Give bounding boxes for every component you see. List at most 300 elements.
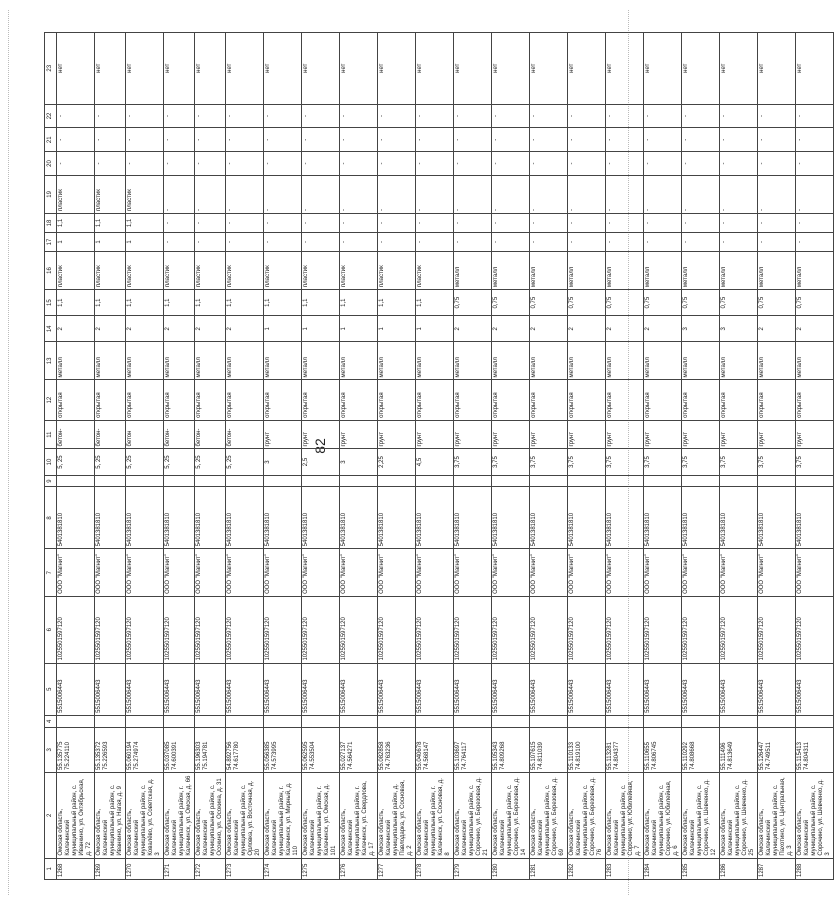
cell-ogrn: 1025501597120 <box>454 596 492 663</box>
cell-c10: 3,75 <box>796 449 834 475</box>
column-header-8: 8 <box>45 487 57 549</box>
cell-coords: 55.037085 74.600391 <box>164 727 195 772</box>
cell-c14: 1 <box>378 316 416 342</box>
cell-inn: 5515006443 <box>644 663 682 715</box>
cell-c14: 1 <box>340 316 378 342</box>
cell-c22: - <box>95 104 126 128</box>
cell-c10: 5, 25 <box>164 449 195 475</box>
cell-c18: - <box>796 213 834 232</box>
cell-id: 1287 <box>758 858 796 879</box>
cell-c20: - <box>606 152 644 176</box>
cell-c12: открытая <box>195 380 226 420</box>
cell-okved: 5401381810 <box>195 487 226 549</box>
cell-addr: Омская область, Калачинский муниципальный район, с. Сорочино, ул. Юбилейная, д. 6 <box>644 772 682 858</box>
cell-c11: грунт <box>530 420 568 449</box>
cell-c22: - <box>796 104 834 128</box>
cell-c20: - <box>126 152 164 176</box>
cell-c11: бетон- <box>57 420 95 449</box>
cell-c12: открытая <box>126 380 164 420</box>
cell-c16: пластик <box>95 252 126 290</box>
cell-inn: 5515006443 <box>95 663 126 715</box>
cell-c21: - <box>95 128 126 152</box>
cell-c14: 2 <box>606 316 644 342</box>
cell-addr: Омская область, Калачинский муниципальный район, с. Сорочино, ул. Березовая, д. 14 <box>492 772 530 858</box>
cell-c14: 2 <box>126 316 164 342</box>
cell-inn: 5515006443 <box>530 663 568 715</box>
cell-c11: грунт <box>606 420 644 449</box>
cell-okved: 5401381810 <box>796 487 834 549</box>
cell-coords: 55.103697 74.764117 <box>454 727 492 772</box>
cell-c11: грунт <box>720 420 758 449</box>
cell-c21: - <box>606 128 644 152</box>
cell-c19: - <box>340 175 378 213</box>
cell-c14: 2 <box>164 316 195 342</box>
cell-c10: 3,75 <box>682 449 720 475</box>
cell-c17: 1 <box>126 232 164 251</box>
cell-inn: 5515006443 <box>126 663 164 715</box>
table-row <box>164 33 195 880</box>
cell-c11: грунт <box>492 420 530 449</box>
cell-org: ООО "Магнит" <box>340 549 378 597</box>
column-header-6: 6 <box>45 596 57 663</box>
cell-c13: металл <box>164 342 195 380</box>
table-row <box>530 33 568 880</box>
cell-c10: 3,75 <box>720 449 758 475</box>
cell-okved: 5401381810 <box>416 487 454 549</box>
cell-c16: пластик <box>264 252 302 290</box>
cell-c11: грунт <box>682 420 720 449</box>
cell-c16: пластик <box>416 252 454 290</box>
table-row <box>302 33 340 880</box>
cell-c18: - <box>340 213 378 232</box>
cell-c22: - <box>226 104 264 128</box>
cell-c10: 5, 25 <box>57 449 95 475</box>
cell-coords: 55.062595 74.553504 <box>302 727 340 772</box>
cell-c23: нет <box>758 33 796 105</box>
cell-c21: - <box>682 128 720 152</box>
table-row <box>796 33 834 880</box>
table-row <box>606 33 644 880</box>
cell-c18: - <box>644 213 682 232</box>
cell-c15: 0,75 <box>492 290 530 316</box>
cell-addr: Омская область, Калачинский муниципальный район, с. Сорочино, ул. Березовая, д. 21 <box>454 772 492 858</box>
cell-id: 1277 <box>378 858 416 879</box>
cell-c12: открытая <box>416 380 454 420</box>
cell-c17: 1 <box>95 232 126 251</box>
cell-c20: - <box>568 152 606 176</box>
cell-c16: пластик <box>340 252 378 290</box>
cell-c17: - <box>195 232 226 251</box>
cell-c23: нет <box>492 33 530 105</box>
column-header-20: 20 <box>45 152 57 176</box>
cell-c9 <box>378 475 416 487</box>
cell-inn: 5515006443 <box>606 663 644 715</box>
cell-c20: - <box>454 152 492 176</box>
cell-c13: металл <box>416 342 454 380</box>
cell-c19: - <box>682 175 720 213</box>
cell-c4 <box>416 715 454 727</box>
cell-c18: - <box>302 213 340 232</box>
cell-c18: - <box>530 213 568 232</box>
cell-c19: - <box>492 175 530 213</box>
cell-addr: Омская область, Калачинский муниципальный район, с. Пахотино, ул. Центральная, д. 3 <box>758 772 796 858</box>
cell-org: ООО "Магнит" <box>416 549 454 597</box>
cell-id: 1286 <box>720 858 758 879</box>
cell-c16: пластик <box>195 252 226 290</box>
table-body <box>57 33 834 880</box>
cell-c4 <box>95 715 126 727</box>
cell-coords: 54.892756 74.617780 <box>226 727 264 772</box>
cell-ogrn: 1025501597120 <box>796 596 834 663</box>
cell-c19: - <box>758 175 796 213</box>
column-header-1: 1 <box>45 858 57 879</box>
column-header-23: 23 <box>45 33 57 105</box>
cell-c17: - <box>720 232 758 251</box>
cell-id: 1274 <box>264 858 302 879</box>
cell-inn: 5515006443 <box>682 663 720 715</box>
cell-c10: 5, 25 <box>226 449 264 475</box>
cell-c18: - <box>758 213 796 232</box>
cell-c19: - <box>568 175 606 213</box>
column-header-13: 13 <box>45 342 57 380</box>
cell-c18: - <box>195 213 226 232</box>
cell-c4 <box>226 715 264 727</box>
cell-c4 <box>492 715 530 727</box>
cell-c11: грунт <box>378 420 416 449</box>
cell-addr: Омская область, Калачинский муниципальный район, с. Иванкино, ул. Нагая, д. 9 <box>95 772 126 858</box>
cell-c11: бетон- <box>164 420 195 449</box>
cell-c16: металл <box>720 252 758 290</box>
cell-c15: 1,1 <box>264 290 302 316</box>
cell-okved: 5401381810 <box>226 487 264 549</box>
cell-ogrn: 1025501597120 <box>758 596 796 663</box>
cell-c23: нет <box>302 33 340 105</box>
cell-c23: нет <box>454 33 492 105</box>
cell-c10: 5, 25 <box>195 449 226 475</box>
cell-addr: Омская область, Калачинский муниципальный район, с. Осокино, ул. Осокина, д. 31 <box>195 772 226 858</box>
cell-c23: нет <box>796 33 834 105</box>
cell-c13: металл <box>226 342 264 380</box>
cell-c22: - <box>57 104 95 128</box>
cell-c16: металл <box>454 252 492 290</box>
cell-c18: - <box>606 213 644 232</box>
cell-c19: - <box>264 175 302 213</box>
cell-org: ООО "Магнит" <box>57 549 95 597</box>
cell-c20: - <box>720 152 758 176</box>
cell-okved: 5401381810 <box>606 487 644 549</box>
cell-c12: открытая <box>682 380 720 420</box>
cell-org: ООО "Магнит" <box>644 549 682 597</box>
cell-c16: металл <box>606 252 644 290</box>
cell-c9 <box>682 475 720 487</box>
column-header-4: 4 <box>45 715 57 727</box>
cell-c20: - <box>644 152 682 176</box>
cell-addr: Омская область, Калачинский муниципальный район, г. Калачинск, ул. Омская, д. 66 <box>164 772 195 858</box>
cell-c9 <box>226 475 264 487</box>
cell-c13: металл <box>530 342 568 380</box>
cell-addr: Омская область, Калачинский муниципальный район, с. Сорочино, ул. Березовая, д. 69 <box>530 772 568 858</box>
cell-c9 <box>264 475 302 487</box>
cell-c15: 1,1 <box>95 290 126 316</box>
cell-c19: пластик <box>57 175 95 213</box>
cell-inn: 5515006443 <box>264 663 302 715</box>
cell-org: ООО "Магнит" <box>682 549 720 597</box>
cell-c4 <box>606 715 644 727</box>
cell-c22: - <box>758 104 796 128</box>
cell-org: ООО "Магнит" <box>758 549 796 597</box>
cell-id: 1281 <box>530 858 568 879</box>
cell-c16: металл <box>644 252 682 290</box>
column-header-3: 3 <box>45 727 57 772</box>
cell-c15: 1,1 <box>164 290 195 316</box>
cell-coords: 55.027137 74.564271 <box>340 727 378 772</box>
cell-okved: 5401381810 <box>340 487 378 549</box>
cell-ogrn: 1025501597120 <box>264 596 302 663</box>
cell-c9 <box>530 475 568 487</box>
cell-c20: - <box>340 152 378 176</box>
cell-okved: 5401381810 <box>530 487 568 549</box>
cell-c19: - <box>164 175 195 213</box>
cell-inn: 5515006443 <box>758 663 796 715</box>
cell-c22: - <box>454 104 492 128</box>
cell-c17: - <box>164 232 195 251</box>
cell-coords: 55.126447 74.749511 <box>758 727 796 772</box>
cell-addr: Омская область, Калачинский муниципальный район, с. Иванкино, ул. Октябрьская, д. 72 <box>57 772 95 858</box>
cell-c4 <box>340 715 378 727</box>
cell-inn: 5515006443 <box>568 663 606 715</box>
cell-c12: открытая <box>264 380 302 420</box>
cell-okved: 5401381810 <box>126 487 164 549</box>
cell-coords: 55.107615 74.811039 <box>530 727 568 772</box>
cell-c21: - <box>416 128 454 152</box>
cell-c21: - <box>302 128 340 152</box>
cell-inn: 5515006443 <box>454 663 492 715</box>
cell-c9 <box>454 475 492 487</box>
cell-c4 <box>195 715 226 727</box>
cell-addr: Омская область, Калачинский муниципальный район, г. Калачинск, ул. Сосновая, д. 8 <box>416 772 454 858</box>
table-row <box>264 33 302 880</box>
cell-c13: металл <box>302 342 340 380</box>
cell-c10: 3,75 <box>454 449 492 475</box>
cell-okved: 5401381810 <box>644 487 682 549</box>
cell-c10: 2,25 <box>378 449 416 475</box>
cell-org: ООО "Магнит" <box>720 549 758 597</box>
cell-c4 <box>302 715 340 727</box>
column-header-14: 14 <box>45 316 57 342</box>
cell-c23: нет <box>226 33 264 105</box>
table-row <box>568 33 606 880</box>
cell-c22: - <box>126 104 164 128</box>
cell-c18: - <box>568 213 606 232</box>
cell-c4 <box>164 715 195 727</box>
cell-c4 <box>454 715 492 727</box>
cell-c16: металл <box>492 252 530 290</box>
cell-c9 <box>568 475 606 487</box>
cell-id: 1273 <box>226 858 264 879</box>
cell-c12: открытая <box>530 380 568 420</box>
cell-c13: металл <box>720 342 758 380</box>
cell-org: ООО "Магнит" <box>796 549 834 597</box>
cell-ogrn: 1025501597120 <box>492 596 530 663</box>
cell-c20: - <box>758 152 796 176</box>
cell-c22: - <box>682 104 720 128</box>
cell-c14: 2 <box>644 316 682 342</box>
cell-c13: металл <box>796 342 834 380</box>
cell-c21: - <box>264 128 302 152</box>
cell-c12: открытая <box>378 380 416 420</box>
cell-c15: 0,75 <box>568 290 606 316</box>
cell-c16: пластик <box>164 252 195 290</box>
cell-c17: - <box>682 232 720 251</box>
cell-c13: металл <box>644 342 682 380</box>
column-header-19: 19 <box>45 175 57 213</box>
cell-inn: 5515006443 <box>416 663 454 715</box>
cell-coords: 55.115413 74.804311 <box>796 727 834 772</box>
cell-c13: металл <box>492 342 530 380</box>
cell-c9 <box>195 475 226 487</box>
cell-c4 <box>682 715 720 727</box>
cell-c22: - <box>302 104 340 128</box>
cell-c23: нет <box>95 33 126 105</box>
cell-c14: 2 <box>568 316 606 342</box>
cell-c13: металл <box>195 342 226 380</box>
cell-c11: грунт <box>416 420 454 449</box>
cell-c10: 5, 25 <box>95 449 126 475</box>
cell-c23: нет <box>57 33 95 105</box>
cell-c9 <box>644 475 682 487</box>
cell-c12: открытая <box>226 380 264 420</box>
column-header-15: 15 <box>45 290 57 316</box>
cell-c16: металл <box>796 252 834 290</box>
cell-c18: - <box>378 213 416 232</box>
cell-addr: Омская область, Калачинский муниципальный район, д. Павлодарка, ул. Сосновая, д. 2 <box>378 772 416 858</box>
cell-c23: нет <box>530 33 568 105</box>
cell-inn: 5515006443 <box>57 663 95 715</box>
cell-org: ООО "Магнит" <box>195 549 226 597</box>
column-header-17: 17 <box>45 232 57 251</box>
cell-addr: Омская область, Калачинский муниципальный район, г. Калачинск, ул. Мирный, д. 110 <box>264 772 302 858</box>
cell-c12: открытая <box>492 380 530 420</box>
cell-c9 <box>758 475 796 487</box>
cell-inn: 5515006443 <box>226 663 264 715</box>
cell-c12: открытая <box>454 380 492 420</box>
cell-c11: бетон- <box>95 420 126 449</box>
cell-org: ООО "Магнит" <box>606 549 644 597</box>
cell-c10: 3 <box>340 449 378 475</box>
cell-id: 1276 <box>340 858 378 879</box>
cell-org: ООО "Магнит" <box>530 549 568 597</box>
cell-c14: 2 <box>195 316 226 342</box>
cell-c20: - <box>416 152 454 176</box>
cell-c12: открытая <box>796 380 834 420</box>
cell-c15: 1,1 <box>126 290 164 316</box>
cell-c10: 3,75 <box>758 449 796 475</box>
cell-c15: 1,1 <box>378 290 416 316</box>
cell-c15: 0,75 <box>606 290 644 316</box>
cell-c14: 2 <box>226 316 264 342</box>
cell-c18: - <box>682 213 720 232</box>
cell-id: 1284 <box>644 858 682 879</box>
cell-c10: 5, 25 <box>126 449 164 475</box>
cell-c15: 1,1 <box>302 290 340 316</box>
cell-c10: 4,5 <box>416 449 454 475</box>
table-row <box>95 33 126 880</box>
cell-c17: - <box>264 232 302 251</box>
cell-org: ООО "Магнит" <box>492 549 530 597</box>
cell-id: 1272 <box>195 858 226 879</box>
cell-c23: нет <box>164 33 195 105</box>
cell-c14: 1 <box>416 316 454 342</box>
cell-c16: металл <box>530 252 568 290</box>
cell-c10: 2,5 <box>302 449 340 475</box>
cell-c10: 3,75 <box>644 449 682 475</box>
cell-c17: - <box>530 232 568 251</box>
cell-c10: 3,75 <box>530 449 568 475</box>
cell-ogrn: 1025501597120 <box>57 596 95 663</box>
cell-addr: Омская область, Калачинский муниципальный район, с. Ковалёво, ул. Советская, д. 3 <box>126 772 164 858</box>
cell-c12: открытая <box>302 380 340 420</box>
cell-c20: - <box>378 152 416 176</box>
cell-addr: Омская область, Калачинский муниципальный район, с. Сорочино, ул. Шевченко, д. 25 <box>720 772 758 858</box>
cell-addr: Омская область, Калачинский муниципальный район, г. Калачинск, ул. Свердлова, д. 17 <box>340 772 378 858</box>
cell-c18: - <box>164 213 195 232</box>
cell-c18: 1,1 <box>95 213 126 232</box>
cell-c18: - <box>492 213 530 232</box>
cell-c15: 1,1 <box>195 290 226 316</box>
header-row <box>45 33 57 880</box>
cell-c9 <box>492 475 530 487</box>
cell-addr: Омская область, Калачинский муниципальный район, с. Сорочино, ул. Шевченко, д. 12 <box>682 772 720 858</box>
cell-c16: металл <box>568 252 606 290</box>
cell-c20: - <box>530 152 568 176</box>
cell-c4 <box>644 715 682 727</box>
cell-c14: 2 <box>454 316 492 342</box>
cell-okved: 5401381810 <box>492 487 530 549</box>
cell-c20: - <box>264 152 302 176</box>
cell-c15: 1,1 <box>340 290 378 316</box>
cell-inn: 5515006443 <box>302 663 340 715</box>
cell-c12: открытая <box>164 380 195 420</box>
cell-c12: открытая <box>568 380 606 420</box>
cell-c15: 0,75 <box>682 290 720 316</box>
cell-okved: 5401381810 <box>378 487 416 549</box>
table-row <box>682 33 720 880</box>
cell-c22: - <box>378 104 416 128</box>
cell-inn: 5515006443 <box>720 663 758 715</box>
cell-c16: пластик <box>226 252 264 290</box>
cell-c21: - <box>378 128 416 152</box>
cell-ogrn: 1025501597120 <box>226 596 264 663</box>
cell-c23: нет <box>644 33 682 105</box>
cell-c13: металл <box>454 342 492 380</box>
cell-c23: нет <box>720 33 758 105</box>
cell-c23: нет <box>340 33 378 105</box>
table-row <box>378 33 416 880</box>
cell-c14: 3 <box>720 316 758 342</box>
cell-coords: 55.110292 74.808668 <box>682 727 720 772</box>
cell-c10: 3,75 <box>606 449 644 475</box>
cell-c21: - <box>126 128 164 152</box>
cell-c11: бетон- <box>226 420 264 449</box>
page-number: 82 <box>311 438 328 454</box>
cell-inn: 5515006443 <box>492 663 530 715</box>
cell-c14: 2 <box>492 316 530 342</box>
cell-c19: - <box>416 175 454 213</box>
cell-ogrn: 1025501597120 <box>302 596 340 663</box>
cell-c22: - <box>606 104 644 128</box>
cell-org: ООО "Магнит" <box>164 549 195 597</box>
cell-c17: - <box>606 232 644 251</box>
